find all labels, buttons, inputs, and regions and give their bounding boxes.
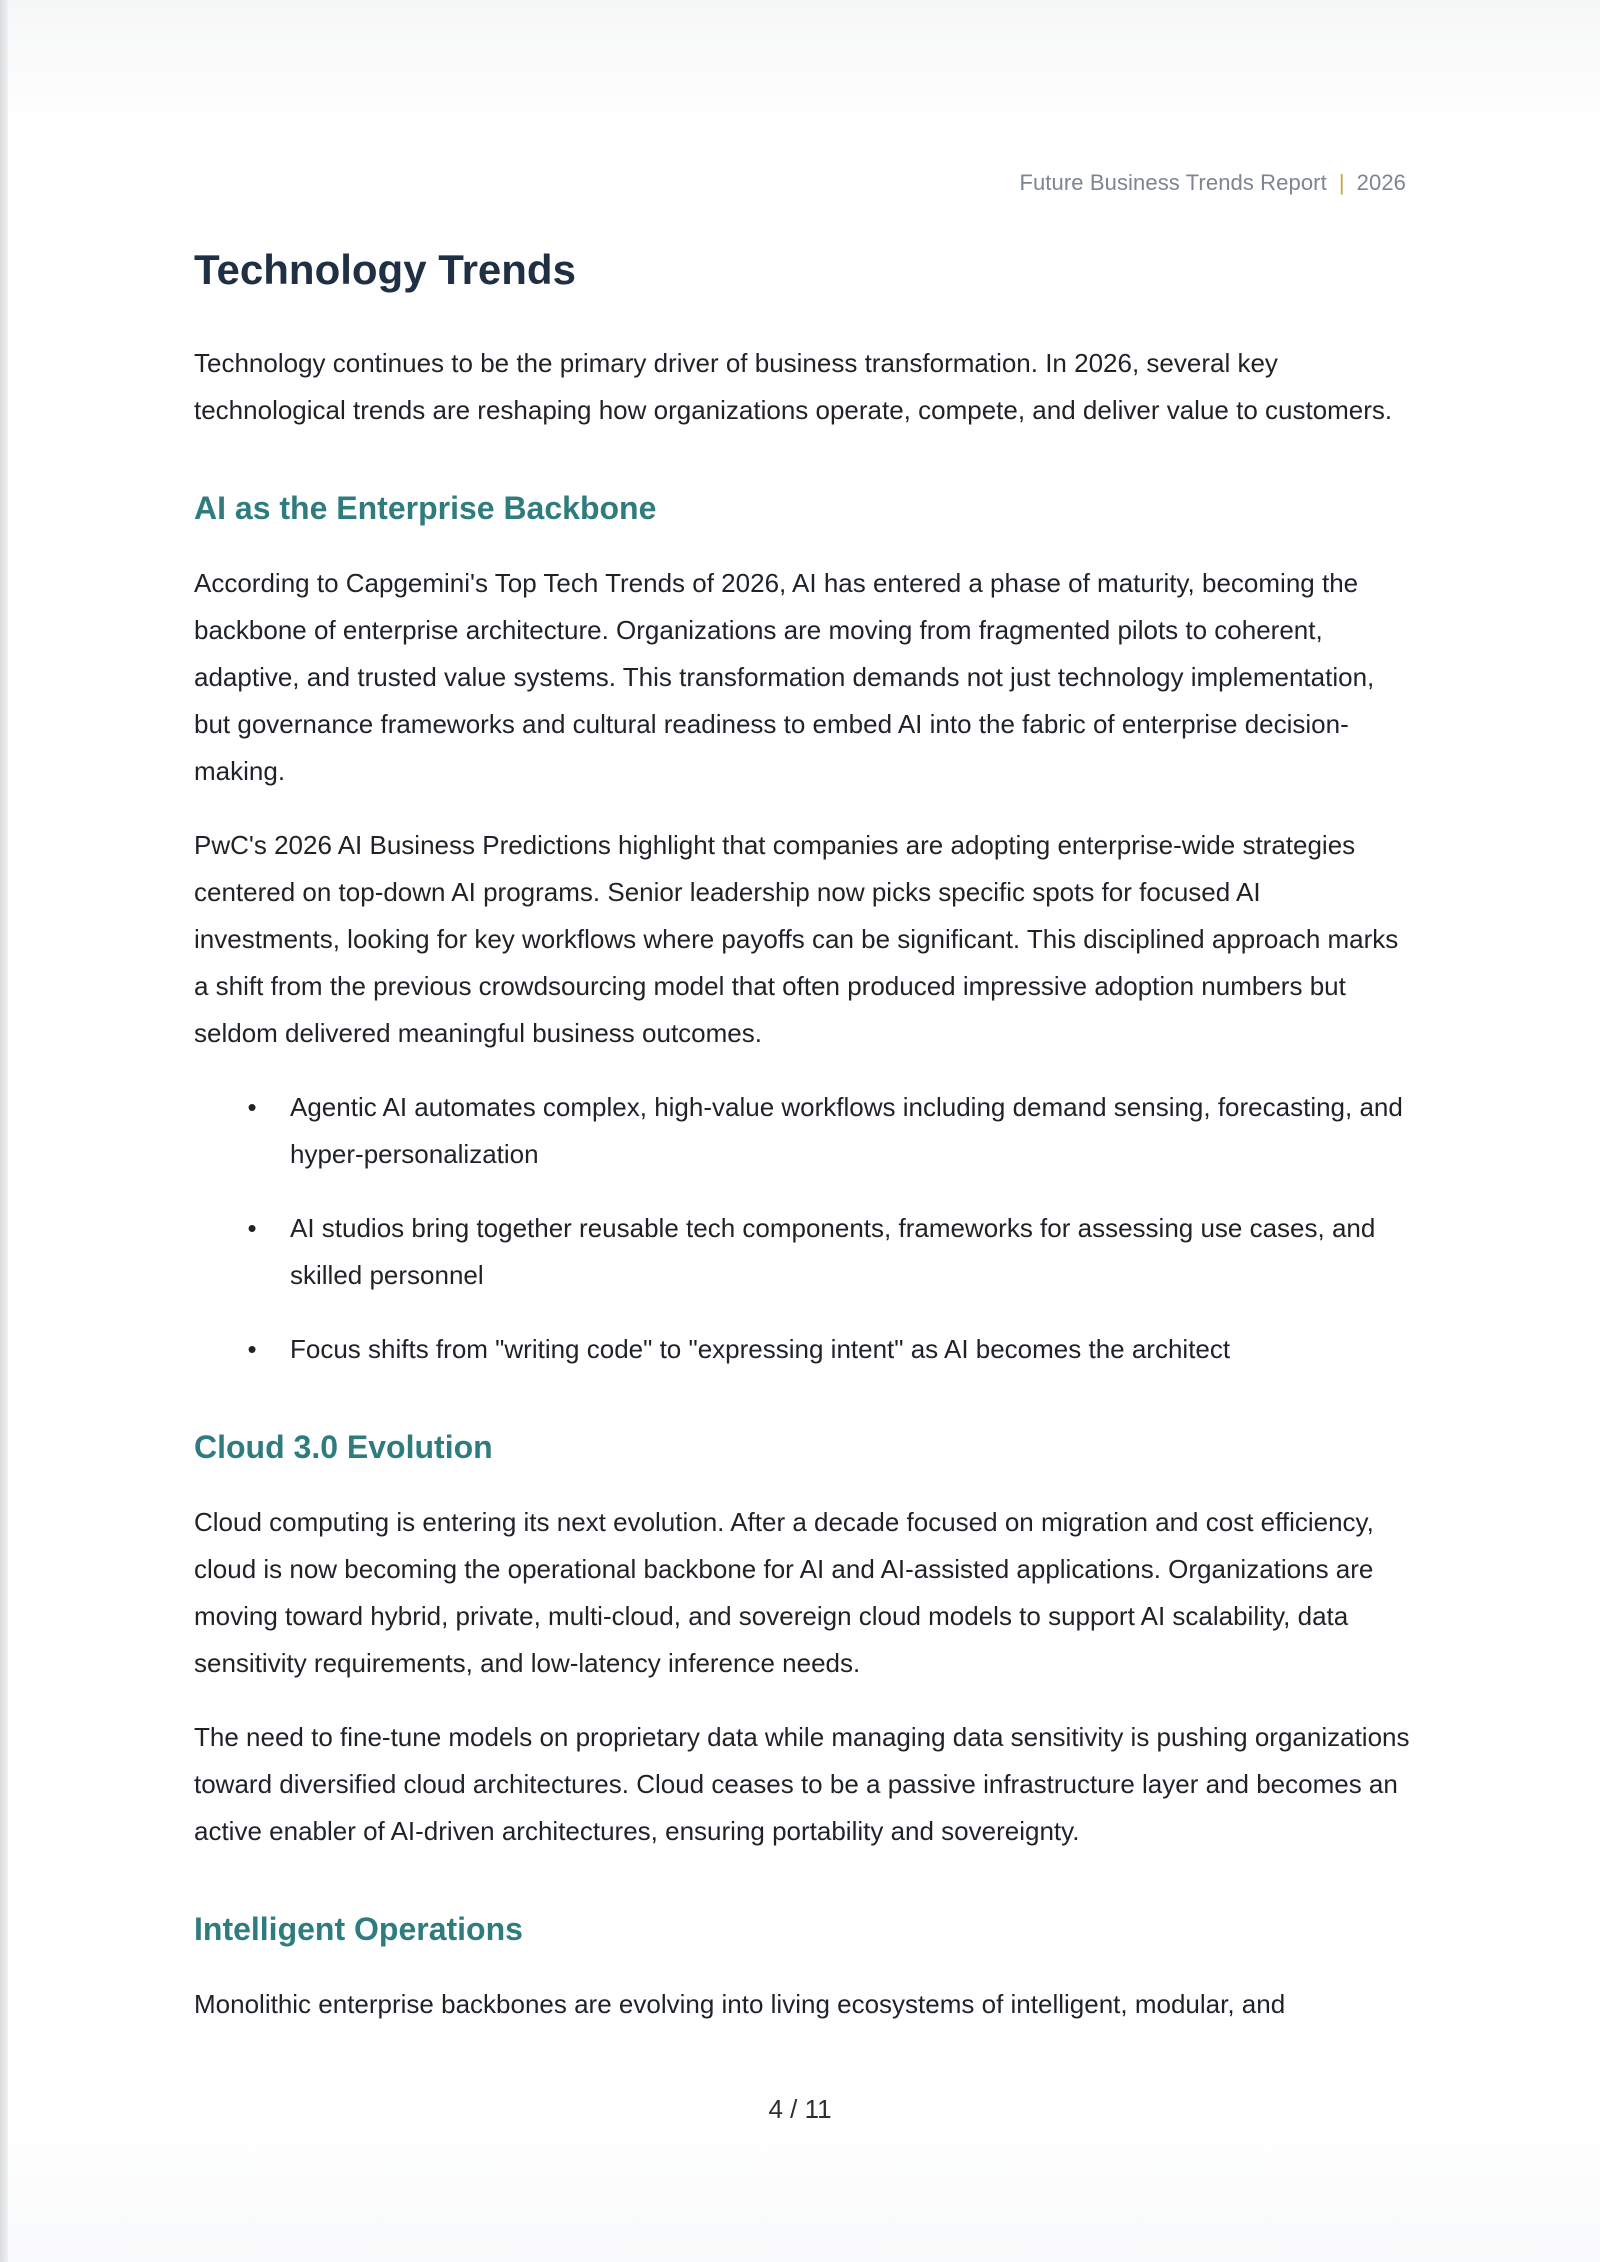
page-title: Technology Trends [194, 246, 576, 293]
header-separator: | [1338, 170, 1345, 195]
intro-paragraph: Technology continues to be the primary driver of business transformation. In 2026, several key technological trends are reshaping how organizations operate, compete, and deliver value to customers. [194, 348, 1393, 425]
section-heading-cloud: Cloud 3.0 Evolution [194, 1429, 493, 1465]
section-paragraph: PwC's 2026 AI Business Predictions highlight that companies are adopting enterprise-wide strategies centered on top-down AI programs. Senior leadership now picks specific spots for focused AI investments, looking for key workflows where payoffs can be significant. This disciplined approach marks a shift from the previous crowdsourcing model that often produced impressive adoption numbers but seldom delivered meaningful business outcomes. [194, 830, 1399, 1048]
bullet-text: AI studios bring together reusable tech components, frameworks for assessing use cases, and skilled personnel [290, 1213, 1376, 1290]
bullet-text: Agentic AI automates complex, high-value workflows including demand sensing, forecasting, and hyper-personalization [290, 1092, 1403, 1169]
section-paragraph: Cloud computing is entering its next evolution. After a decade focused on migration and cost efficiency, cloud is now becoming the operational backbone for AI and AI-assisted applications. Organizations are moving toward hybrid, private, multi-cloud, and sovereign cloud models to support AI scalability, data sensitivity requirements, and low-latency inference needs. [194, 1507, 1374, 1678]
bullet-glyph: • [247, 1334, 257, 1364]
section-paragraph: Monolithic enterprise backbones are evolving into living ecosystems of intelligent, modular, and [194, 1989, 1286, 2019]
bullet-item [247, 1326, 1410, 1373]
page-number: 4 / 11 [768, 2094, 832, 2124]
running-header [1019, 170, 1406, 196]
bullet-item [247, 1084, 1410, 1178]
bullet-glyph: • [247, 1092, 257, 1122]
section-paragraph: According to Capgemini's Top Tech Trends of 2026, AI has entered a phase of maturity, becoming the backbone of enterprise architecture. Organizations are moving from fragmented pilots to coherent, adaptive, and trusted value systems. This transformation demands not just technology implementation, but governance frameworks and cultural readiness to embed AI into the fabric of enterprise decision-making. [194, 568, 1375, 786]
section-heading-intelligent-operations: Intelligent Operations [194, 1911, 523, 1947]
section-paragraph: The need to fine-tune models on proprietary data while managing data sensitivity is pushing organizations toward diversified cloud architectures. Cloud ceases to be a passive infrastructure layer and becomes an active enabler of AI-driven architectures, ensuring portability and sovereignty. [194, 1722, 1410, 1846]
bullet-text: Focus shifts from "writing code" to "expressing intent" as AI becomes the architect [290, 1334, 1231, 1364]
page-content [194, 242, 1410, 2055]
bullet-list [194, 1084, 1410, 1373]
header-report-title: Future Business Trends Report [1019, 170, 1327, 195]
bullet-glyph: • [247, 1213, 257, 1243]
header-year: 2026 [1356, 170, 1406, 195]
bullet-item [247, 1205, 1410, 1299]
section-heading-ai-backbone: AI as the Enterprise Backbone [194, 490, 657, 526]
